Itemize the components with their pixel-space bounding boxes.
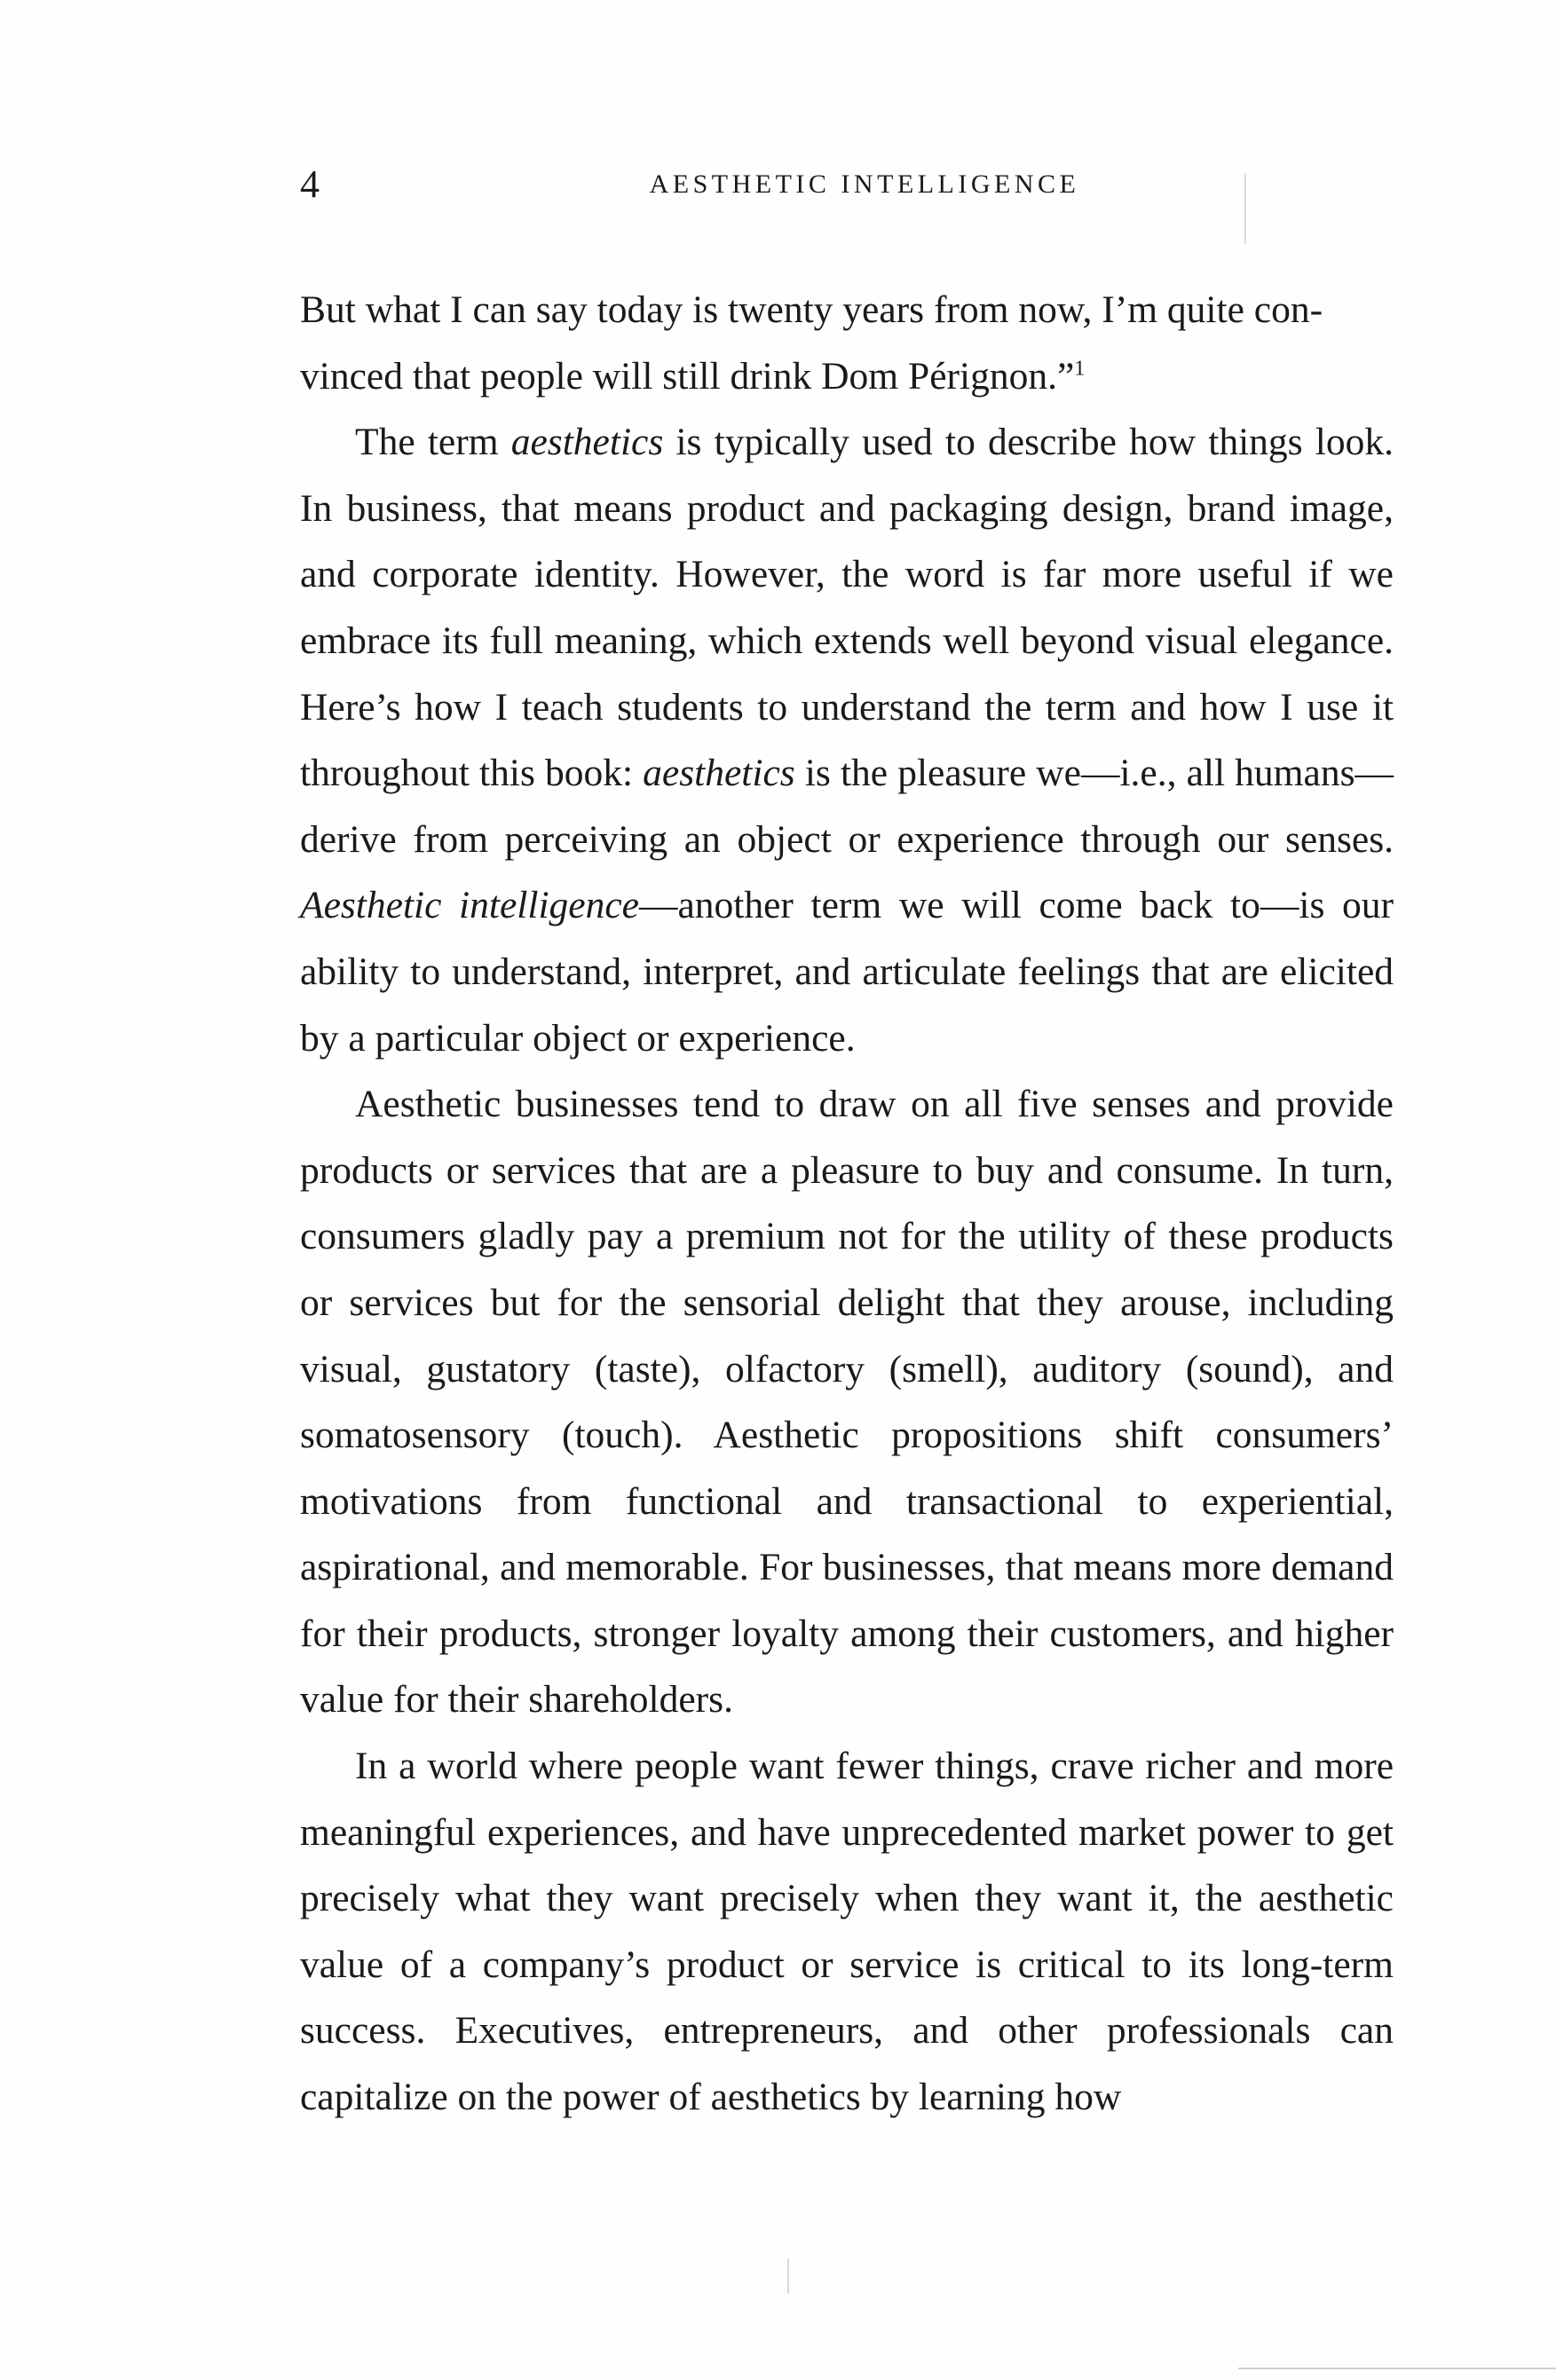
text-segment: is the pleasure we—i.e., all humans—derive from perceiving an object or experience through our senses. bbox=[300, 752, 1394, 861]
italic-term: Aesthetic intelligence bbox=[300, 884, 639, 927]
text-segment: is typically used to describe how things look. In business, that means product and packaging design, brand image, and corporate identity. However, the word is far more useful if we embrace its full meaning, which extends well beyond visual elegance. Here’s how I teach students to understand the term and how I use it throughout this book: bbox=[300, 421, 1394, 795]
page-number: 4 bbox=[300, 162, 320, 206]
scan-artifact bbox=[1244, 173, 1246, 244]
text-segment: But what I can say today is twenty years from now, I’m quite con- bbox=[300, 288, 1323, 331]
scan-artifact bbox=[1238, 2368, 1556, 2369]
text-segment: Aesthetic businesses tend to draw on all five senses and provide products or services that are a pleasure to buy and consume. In turn, consumers gladly pay a premium not for the utility of these products or services but for the sensorial delight that they arouse, including visual, gustatory (taste), olfactory (smell), auditory (sound), and somatosensory (touch). Aesthetic propositions shift consumers’ motivations from functional and transactional to experiential, aspirational, and memorable. For businesses, that means more demand for their products, stronger loyalty among their customers, and higher value for their shareholders. bbox=[300, 1083, 1394, 1722]
scan-artifact bbox=[787, 2258, 789, 2294]
text-segment: —another term we will come back to—is our ability to understand, interpret, and articulate feelings that are elicited by a particular object or experience. bbox=[300, 884, 1394, 1060]
paragraph bbox=[300, 1071, 1394, 1733]
running-head bbox=[300, 158, 1394, 211]
paragraph bbox=[300, 409, 1394, 1071]
text-segment: In a world where people want fewer things, crave richer and more meaningful experiences, and have unprecedented market power to get precisely what they want precisely when they want it, the aesthetic value of a company’s product or service is critical to its long-term success. Executives, entrepreneurs, and other professionals can capitalize on the power of aesthetics by learning how bbox=[300, 1745, 1394, 2119]
italic-term: aesthetics bbox=[643, 752, 795, 795]
footnote-marker: 1 bbox=[1074, 357, 1086, 381]
text-segment: The term bbox=[355, 421, 511, 464]
body-text bbox=[300, 277, 1394, 2131]
running-title: AESTHETIC INTELLIGENCE bbox=[649, 169, 1080, 199]
italic-term: aesthetics bbox=[510, 421, 664, 464]
paragraph-continued bbox=[300, 277, 1394, 409]
text-segment: vinced that people will still drink Dom Pérignon.” bbox=[300, 354, 1075, 398]
paragraph bbox=[300, 1733, 1394, 2131]
